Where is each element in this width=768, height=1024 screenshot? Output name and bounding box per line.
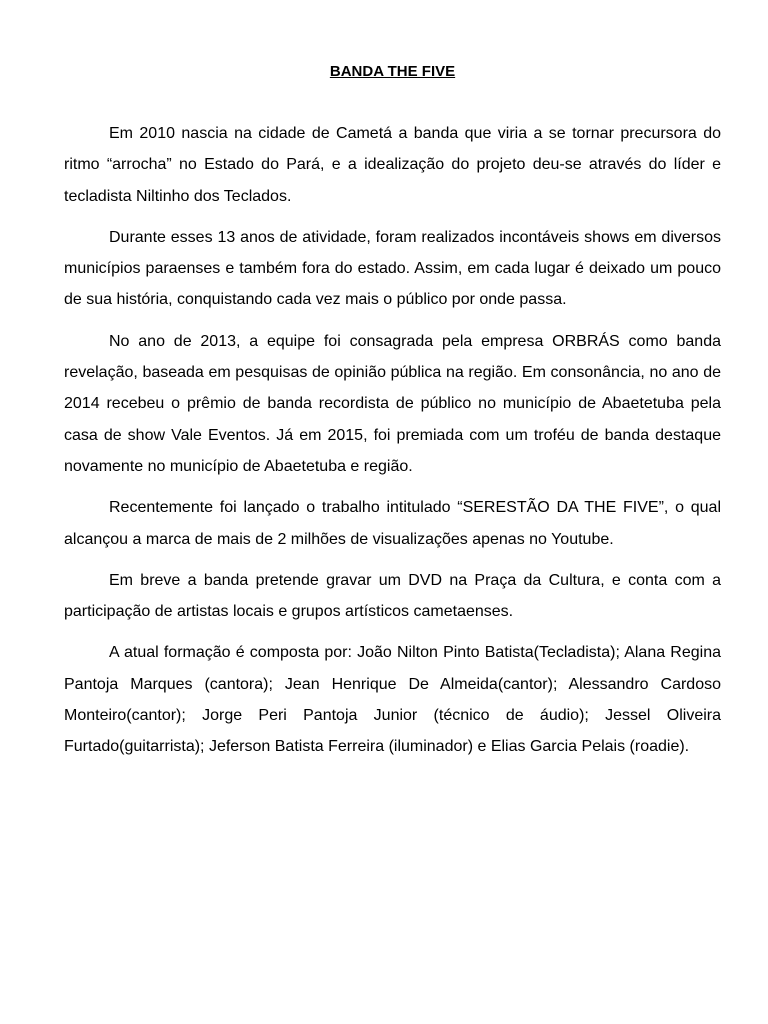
paragraph-activity: Durante esses 13 anos de atividade, foram realizados incontáveis shows em diversos municípios paraenses e também fora do estado. Assim, em cada lugar é deixado um pouco de sua história, conquistando cada vez mais o público por onde passa. [64, 228, 721, 309]
document-body [64, 62, 721, 773]
paragraph-origin: Em 2010 nascia na cidade de Cametá a banda que viria a se tornar precursora do ritmo “arrocha” no Estado do Pará, e a idealização do projeto deu-se através do líder e tecladista Niltinho dos Teclados. [64, 125, 721, 205]
paragraph-dvd-plans: Em breve a banda pretende gravar um DVD na Praça da Cultura, e conta com a participação de artistas locais e grupos artísticos cametaenses. [64, 571, 721, 621]
paragraph-awards: No ano de 2013, a equipe foi consagrada pela empresa ORBRÁS como banda revelação, baseada em pesquisas de opinião pública na região. Em consonância, no ano de 2014 recebeu o prêmio de banda recordista de público no município de Abaetetuba pela casa de show Vale Eventos. Já em 2015, foi premiada com um troféu de banda destaque novamente no município de Abaetetuba e região. [64, 332, 721, 475]
paragraph-recent-work: Recentemente foi lançado o trabalho intitulado “SERESTÃO DA THE FIVE”, o qual alcançou a marca de mais de 2 milhões de visualizações apenas no Youtube. [64, 499, 721, 548]
document-title: BANDA THE FIVE [329, 63, 456, 80]
paragraph-lineup: A atual formação é composta por: João Nilton Pinto Batista(Tecladista); Alana Regina Pantoja Marques (cantora); Jean Henrique De Almeida(cantor); Alessandro Cardoso Monteiro(cantor); Jorge Peri Pantoja Junior (técnico de áudio); Jessel Oliveira Furtado(guitarrista); Jeferson Batista Ferreira (iluminador) e Elias Garcia Pelais (roadie). [64, 644, 721, 756]
